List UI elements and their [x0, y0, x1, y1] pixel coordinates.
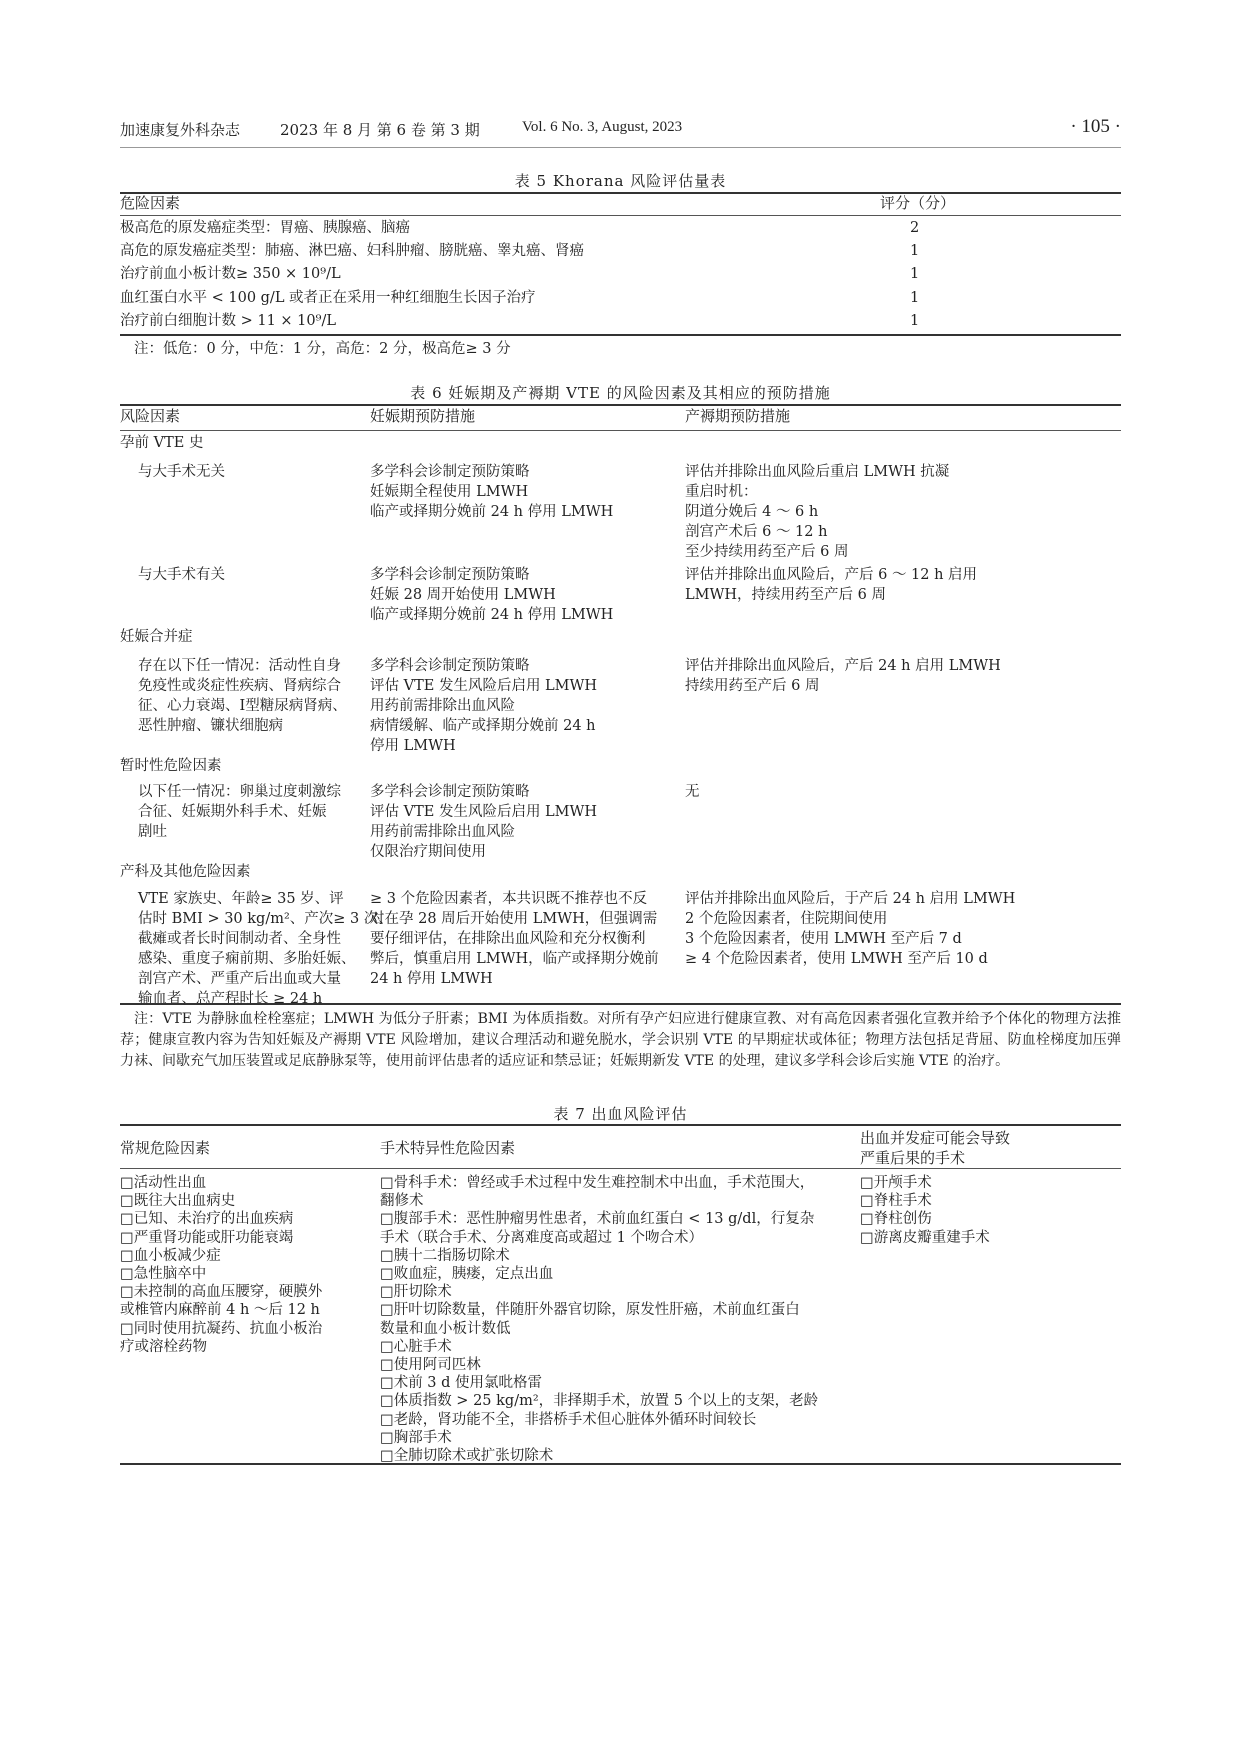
table5-row-factor: 极高危的原发癌症类型：胃癌、胰腺癌、脑癌 [120, 220, 410, 236]
table7-col-severe: 出血并发症可能会导致 严重后果的手术 [860, 1129, 1011, 1167]
table6-col-factor: 风险因素 [120, 407, 181, 425]
table5-row-score: 1 [910, 266, 920, 282]
table6-pregnancy-cell: 多学科会诊制定预防策略 妊娠期全程使用 LMWH 临产或择期分娩前 24 h 停用 LMWH [370, 464, 614, 520]
table7-general-list: □活动性出血 □既往大出血病史 □已知、未治疗的出血疾病 □严重肾功能或肝功能衰竭 □血小板减少症 □急性脑卒中 □未控制的高血压腰穿，硬膜外 或椎管内麻醉前 4 h ～后 12 h □同时使用抗凝药、抗血小板治 疗或溶栓药物 [120, 1175, 323, 1355]
table6-caption: 表 6 妊娠期及产褥期 VTE 的风险因素及其相应的预防措施 [410, 384, 831, 402]
table5-bottom-rule [120, 334, 1121, 336]
table7-surgical-list: □骨科手术：曾经或手术过程中发生难控制术中出血，手术范围大， 翻修术 □腹部手术：恶性肿瘤男性患者，术前血红蛋白 < 13 g/dl，行复杂 手术（联合手术、分离难度高或超过 1 个吻合术） □胰十二指肠切除术 □败血症，胰瘘，定点出血 □肝切除术 □肝叶切除数量，伴随肝外器官切除，原发性肝癌，术前血红蛋白 数量和血小板计数低 □心脏手术 □使用阿司匹林 □术前 3 d 使用氯吡格雷 □体质指数 > 25 kg/m²，非择期手术，放置 5 个以上的支架，老龄 □老龄，肾功能不全，非搭桥手术但心脏体外循环时间较长 □胸部手术 □全肺切除术或扩张切除术 [380, 1175, 819, 1465]
running-header [120, 116, 1121, 146]
table6-group-heading: 产科及其他危险因素 [120, 864, 251, 880]
volume-info: Vol. 6 No. 3, August, 2023 [522, 119, 683, 135]
table6-top-rule [120, 404, 1121, 406]
table6-factor-cell: 与大手术无关 [138, 464, 225, 480]
table6-pregnancy-cell: ≥ 3 个危险因素者，本共识既不推荐也不反 对在孕 28 周后开始使用 LMWH，但强调需 要仔细评估，在排除出血风险和充分权衡利 弊后，慎重启用 LMWH，临产或择期分娩前 24 h 停用 LMWH [370, 891, 659, 987]
table6-note: 注：VTE 为静脉血栓栓塞症；LMWH 为低分子肝素；BMI 为体质指数。对所有孕产妇应进行健康宣教、对有高危因素者强化宣教并给予个体化的物理方法推荐；健康宣教内容为告知妊娠及产褥期 VTE 风险增加，建议合理活动和避免脱水，学会识别 VTE 的早期症状或体征；物理方法包括足背屈、防血栓梯度加压弹力袜、间歇充气加压装置或足底静脉泵等，使用前评估患者的适应证和禁忌证；妊娠期新发 VTE 的处理，建议多学科会诊后实施 VTE 的治疗。 [120, 1011, 1121, 1069]
table5-row-score: 2 [910, 220, 920, 236]
table6-postpartum-cell: 无 [685, 784, 700, 800]
table5-row-factor: 治疗前血小板计数≥ 350 × 10⁹/L [120, 266, 341, 282]
table6-postpartum-cell: 评估并排除出血风险后，产后 24 h 启用 LMWH 持续用药至产后 6 周 [685, 658, 1001, 694]
table5-row-score: 1 [910, 243, 920, 259]
table7-col-surgical: 手术特异性危险因素 [380, 1139, 516, 1157]
table5-row-score: 1 [910, 313, 920, 329]
table6-factor-cell: VTE 家族史、年龄≥ 35 岁、评 估时 BMI > 30 kg/m²、产次≥ 3 次、 截瘫或者长时间制动者、全身性 感染、重度子痫前期、多胎妊娠、 剖宫产术、严重产后出血或大量 输血者、总产程时长 ≥ 24 h [138, 891, 393, 1007]
table6-group-heading: 暂时性危险因素 [120, 758, 222, 774]
table6-pregnancy-cell: 多学科会诊制定预防策略 评估 VTE 发生风险后启用 LMWH 用药前需排除出血风险 仅限治疗期间使用 [370, 784, 598, 860]
issue-info: 2023 年 8 月 第 6 卷 第 3 期 [280, 121, 480, 139]
table7-severe-list: □开颅手术 □脊柱手术 □脊柱创伤 □游离皮瓣重建手术 [860, 1175, 990, 1246]
table5-top-rule [120, 192, 1121, 194]
table6-col-postpartum: 产褥期预防措施 [685, 407, 791, 425]
table6-factor-cell: 与大手术有关 [138, 567, 225, 583]
table5-caption: 表 5 Khorana 风险评估量表 [514, 172, 727, 190]
table6-header-rule [120, 430, 1121, 431]
table5-col-factor: 危险因素 [120, 194, 181, 212]
table7-header-rule [120, 1168, 1121, 1169]
table7-bottom-rule [120, 1463, 1121, 1465]
header-divider [120, 147, 1121, 148]
table6-factor-cell: 存在以下任一情况：活动性自身 免疫性或炎症性疾病、肾病综合 征、心力衰竭、Ⅰ型糖尿病肾病、 恶性肿瘤、镰状细胞病 [138, 658, 347, 734]
table6-pregnancy-cell: 多学科会诊制定预防策略 妊娠 28 周开始使用 LMWH 临产或择期分娩前 24 h 停用 LMWH [370, 567, 614, 623]
table6-factor-cell: 以下任一情况：卵巢过度刺激综 合征、妊娠期外科手术、妊娠 剧吐 [138, 784, 341, 840]
table5-note: 注：低危：0 分，中危：1 分，高危：2 分，极高危≥ 3 分 [134, 341, 511, 357]
journal-name: 加速康复外科杂志 [120, 121, 241, 139]
table6-pregnancy-cell: 多学科会诊制定预防策略 评估 VTE 发生风险后启用 LMWH 用药前需排除出血风险 病情缓解、临产或择期分娩前 24 h 停用 LMWH [370, 658, 598, 754]
table7-caption: 表 7 出血风险评估 [553, 1105, 688, 1123]
table5-row-factor: 高危的原发癌症类型：肺癌、淋巴癌、妇科肿瘤、膀胱癌、睾丸癌、肾癌 [120, 243, 584, 259]
table6-postpartum-cell: 评估并排除出血风险后，于产后 24 h 启用 LMWH 2 个危险因素者，住院期间使用 3 个危险因素者，使用 LMWH 至产后 7 d ≥ 4 个危险因素者，使用 LMWH 至产后 10 d [685, 891, 1016, 967]
table6-bottom-rule [120, 1003, 1121, 1005]
table7-col-general: 常规危险因素 [120, 1139, 211, 1157]
table6-postpartum-cell: 评估并排除出血风险后重启 LMWH 抗凝 重启时机： 阴道分娩后 4 ～ 6 h 剖宫产术后 6 ～ 12 h 至少持续用药至产后 6 周 [685, 464, 950, 560]
table6-group-heading: 妊娠合并症 [120, 629, 193, 645]
table5-row-factor: 血红蛋白水平 < 100 g/L 或者正在采用一种红细胞生长因子治疗 [120, 290, 536, 306]
table7-top-rule [120, 1124, 1121, 1126]
table6-col-pregnancy: 妊娠期预防措施 [370, 407, 476, 425]
table6-postpartum-cell: 评估并排除出血风险后，产后 6 ～ 12 h 启用 LMWH，持续用药至产后 6 周 [685, 567, 978, 603]
table5-row-score: 1 [910, 290, 920, 306]
table5-col-score: 评分（分） [880, 194, 956, 212]
table5-header-rule [120, 215, 1121, 216]
page-number: · 105 · [1070, 116, 1121, 137]
table5-row-factor: 治疗前白细胞计数 > 11 × 10⁹/L [120, 313, 336, 329]
table6-group-heading: 孕前 VTE 史 [120, 435, 204, 451]
